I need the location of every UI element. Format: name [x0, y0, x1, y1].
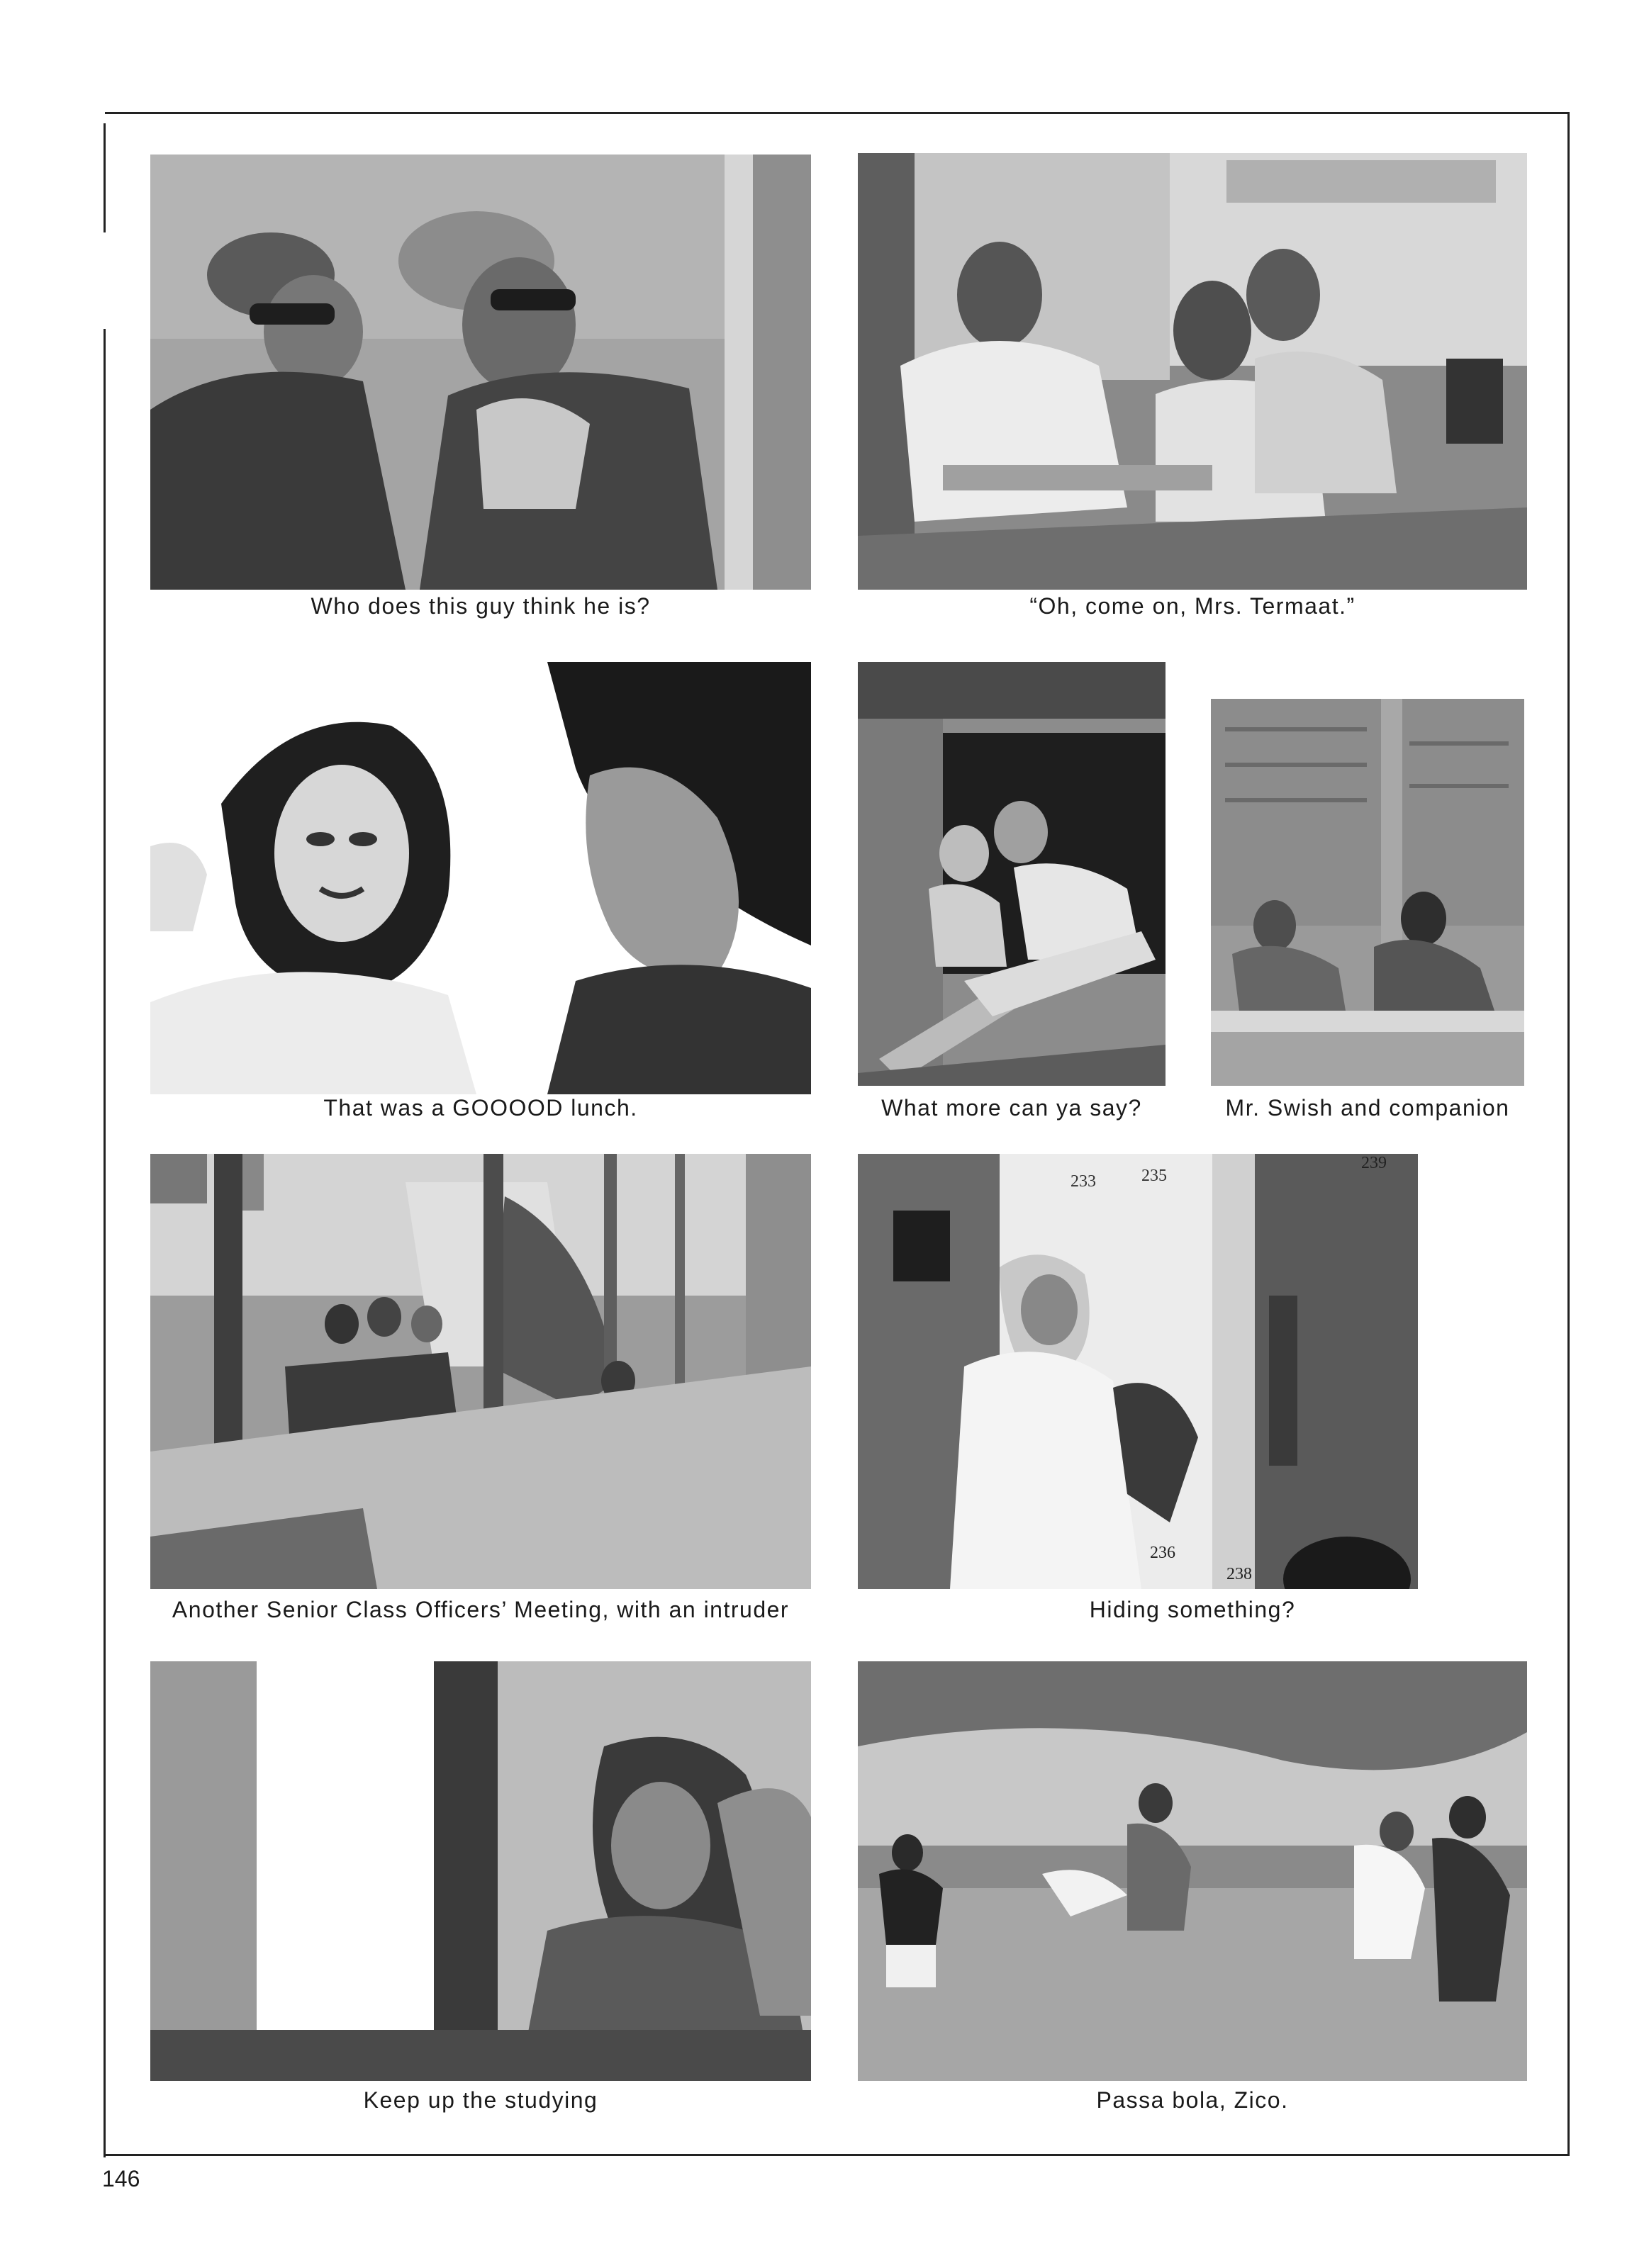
photo-students-at-desks	[858, 153, 1527, 590]
photo-caption: “Oh, come on, Mrs. Termaat.”	[1029, 593, 1355, 619]
photo-hats-and-sunglasses	[150, 155, 811, 590]
page-border-left-segment	[104, 329, 106, 2157]
locker-number: 239	[1361, 1154, 1387, 1172]
photo-soccer-game	[858, 1661, 1527, 2081]
locker-number: 235	[1141, 1167, 1167, 1185]
locker-number: 236	[1150, 1544, 1175, 1562]
photo-girl-at-lockers	[858, 1154, 1418, 1589]
photo-senior-class-officers-meeting	[150, 1154, 811, 1589]
photo-caption: Keep up the studying	[363, 2087, 598, 2113]
photo-caption: Passa bola, Zico.	[1096, 2087, 1289, 2113]
photo-mr-swish-and-companion	[1211, 699, 1524, 1086]
locker-number: 238	[1226, 1565, 1252, 1583]
photo-studying-by-window	[150, 1661, 811, 2081]
page-border-left-segment	[104, 123, 106, 232]
photo-kids-on-bench	[858, 662, 1166, 1086]
photo-caption: Who does this guy think he is?	[311, 593, 651, 619]
page-number: 146	[102, 2166, 140, 2191]
photo-caption: Mr. Swish and companion	[1225, 1095, 1510, 1121]
locker-number: 233	[1071, 1172, 1096, 1191]
photo-caption: Another Senior Class Officers’ Meeting, with an intruder	[172, 1597, 790, 1622]
photo-lunch-closeup	[150, 662, 811, 1094]
photo-caption: What more can ya say?	[881, 1095, 1142, 1121]
photo-caption: Hiding something?	[1089, 1597, 1296, 1622]
photo-caption: That was a GOOOOD lunch.	[323, 1095, 638, 1121]
